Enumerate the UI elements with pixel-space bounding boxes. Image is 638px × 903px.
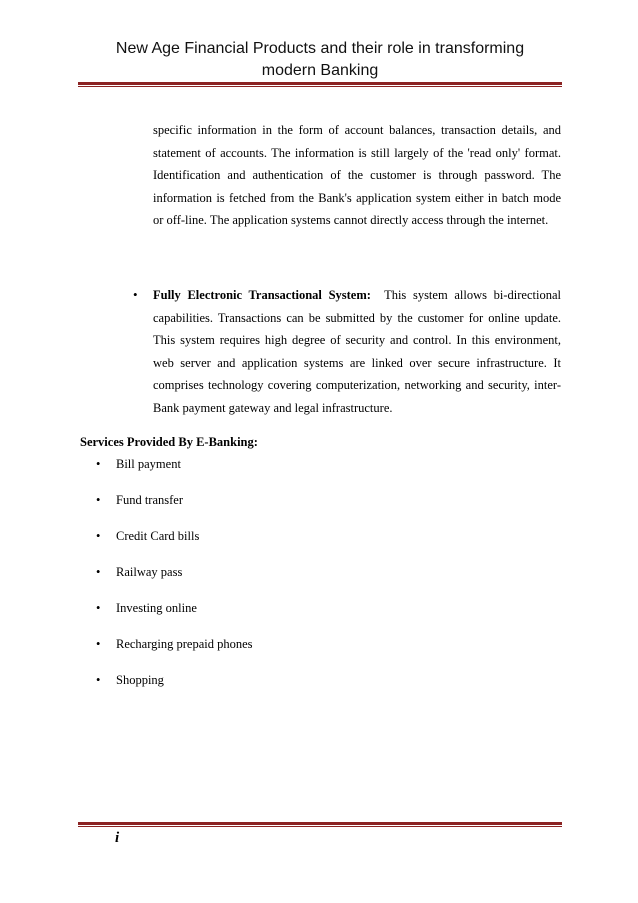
header-rule-thick — [78, 82, 562, 85]
service-label: Recharging prepaid phones — [116, 637, 253, 651]
continued-paragraph: specific information in the form of account balances, transaction details, and statement of accounts. The information is still largely of the 'read only' format. Identification and authentication of the customer is through password. The information is fetched from the Bank's application system either in batch mode or off-line. The application systems cannot directly access through the internet. — [153, 123, 561, 227]
bullet-icon: • — [96, 565, 101, 579]
bullet-heading: Fully Electronic Transactional System: — [153, 288, 371, 302]
footer-rule-thick — [78, 822, 562, 825]
service-label: Bill payment — [116, 457, 181, 471]
services-list — [96, 454, 253, 706]
bullet-icon: • — [96, 673, 101, 687]
service-label: Railway pass — [116, 565, 183, 579]
list-item — [96, 598, 253, 634]
list-item — [96, 454, 253, 490]
footer-rule-thin — [78, 826, 562, 827]
list-item — [96, 562, 253, 598]
service-label: Shopping — [116, 673, 164, 687]
page-header-title — [80, 38, 560, 82]
bullet-marker: • — [133, 287, 138, 302]
bullet-icon: • — [96, 601, 101, 615]
bullet-icon: • — [96, 529, 101, 543]
bullet-paragraph — [153, 284, 561, 419]
service-label: Credit Card bills — [116, 529, 200, 543]
header-title-line-1: New Age Financial Products and their role in transforming — [115, 40, 525, 57]
bullet-icon: • — [96, 493, 101, 507]
list-item — [96, 634, 253, 670]
service-label: Fund transfer — [116, 493, 183, 507]
services-heading: Services Provided By E-Banking: — [80, 435, 258, 449]
service-label: Investing online — [116, 601, 197, 615]
list-item — [96, 670, 253, 706]
bullet-icon: • — [96, 457, 101, 471]
header-rule-thin — [78, 86, 562, 87]
list-item — [96, 526, 253, 562]
header-title-line-2: modern Banking — [261, 62, 379, 79]
list-item — [96, 490, 253, 526]
bullet-icon: • — [96, 637, 101, 651]
bullet-text: This system allows bi-directional capabilities. Transactions can be submitted by the customer for online update. This system requires high degree of security and control. In this environment, web server and application systems are linked over secure infrastructure. It comprises technology covering computerization, networking and security, inter-Bank payment gateway and legal infrastructure. — [153, 288, 561, 415]
page-number: i — [115, 830, 120, 846]
